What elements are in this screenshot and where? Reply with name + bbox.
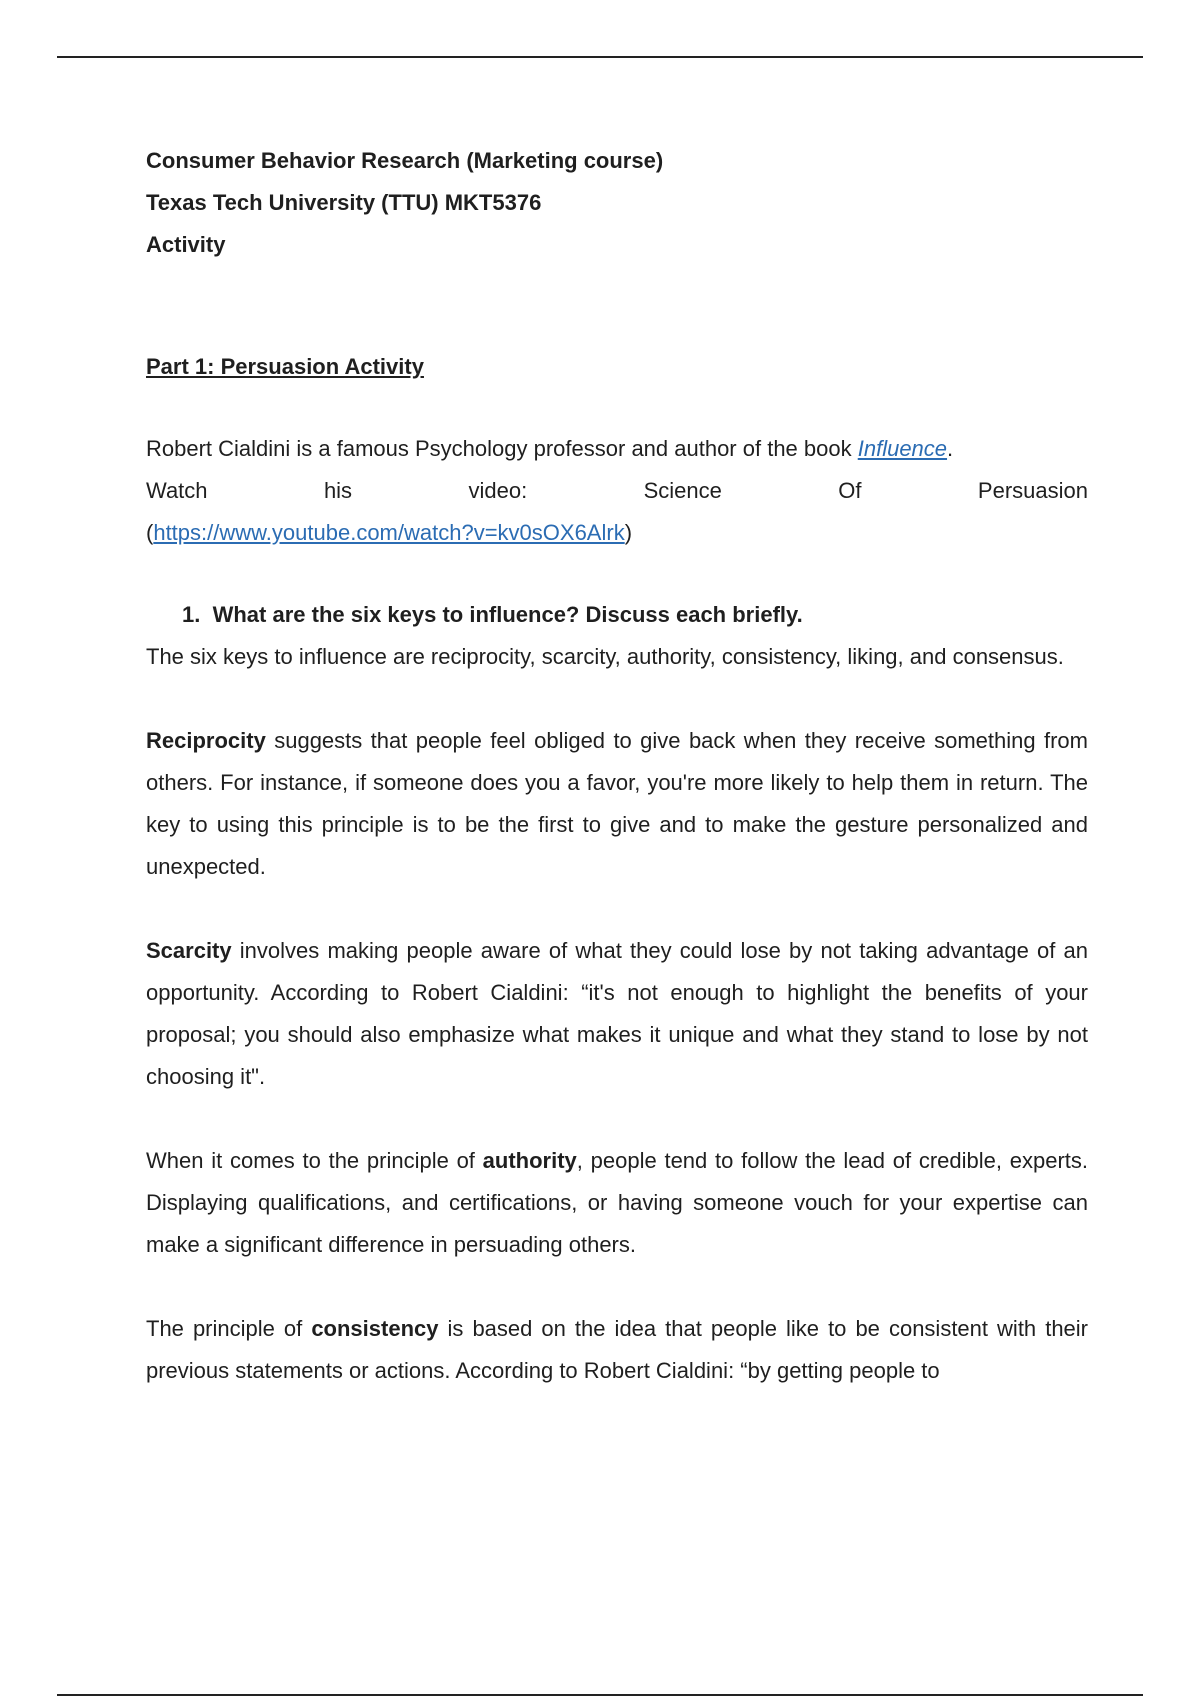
top-divider [57, 56, 1143, 58]
consistency-text: is based on the idea that people like to be consistent with their previous statements or actions. According to Robert Cialdini: “by getting people to [146, 1316, 1089, 1383]
watch-word: Science [643, 478, 722, 503]
url-open-paren: ( [146, 520, 154, 545]
intro-period: . [947, 436, 954, 461]
video-url-link[interactable]: https://www.youtube.com/watch?v=kv0sOX6Alrk [153, 520, 625, 545]
authority-pre: When it comes to the principle of [146, 1148, 483, 1173]
video-url-line [146, 512, 1088, 554]
watch-word: Watch [146, 478, 208, 503]
question-number: 1. [182, 602, 201, 627]
consistency-pre: The principle of [146, 1316, 312, 1341]
university-course-code: Texas Tech University (TTU) MKT5376 [146, 190, 542, 215]
scarcity-paragraph [146, 930, 1088, 1098]
watch-word: his [323, 478, 353, 503]
intro-paragraph [146, 428, 1088, 470]
reciprocity-text: suggests that people feel obliged to give back when they receive something from others. For instance, if someone does you a favor, you're more likely to help them in return. The key to using this principle is to be the first to give and to make the gesture personalized and unexpected. [146, 728, 1088, 879]
intro-text: Robert Cialdini is a famous Psychology professor and author of the book [146, 436, 858, 461]
watch-word: video: [468, 478, 528, 503]
activity-label: Activity [146, 232, 226, 257]
watch-video-line [146, 470, 1088, 512]
authority-paragraph [146, 1140, 1088, 1266]
watch-word: Persuasion [977, 478, 1088, 503]
scarcity-term: Scarcity [146, 938, 232, 963]
book-link[interactable]: Influence [857, 436, 948, 461]
reciprocity-paragraph [146, 720, 1088, 888]
url-close-paren: ) [624, 520, 633, 545]
watch-word: Of [838, 478, 862, 503]
question-text: What are the six keys to influence? Discuss each briefly. [212, 602, 803, 627]
answer-summary: The six keys to influence are reciprocity, scarcity, authority, consistency, liking, and consensus. [146, 644, 1064, 669]
consistency-term: consistency [311, 1316, 439, 1341]
course-title: Consumer Behavior Research (Marketing course) [146, 148, 664, 173]
scarcity-text: involves making people aware of what they could lose by not taking advantage of an opportunity. According to Robert Cialdini: “it's not enough to highlight the benefits of your proposal; you should also emphasize what makes it unique and what they stand to lose by not choosing it". [146, 938, 1088, 1089]
section-title: Part 1: Persuasion Activity [146, 354, 424, 379]
authority-text: , people tend to follow the lead of credible, experts. Displaying qualifications, and certifications, or having someone vouch for your expertise can make a significant difference in persuading others. [146, 1148, 1088, 1257]
bottom-divider [57, 1694, 1143, 1696]
authority-term: authority [482, 1148, 577, 1173]
consistency-paragraph [146, 1308, 1088, 1392]
document-body [146, 140, 1088, 1392]
reciprocity-term: Reciprocity [146, 728, 266, 753]
question-1 [146, 594, 1088, 636]
